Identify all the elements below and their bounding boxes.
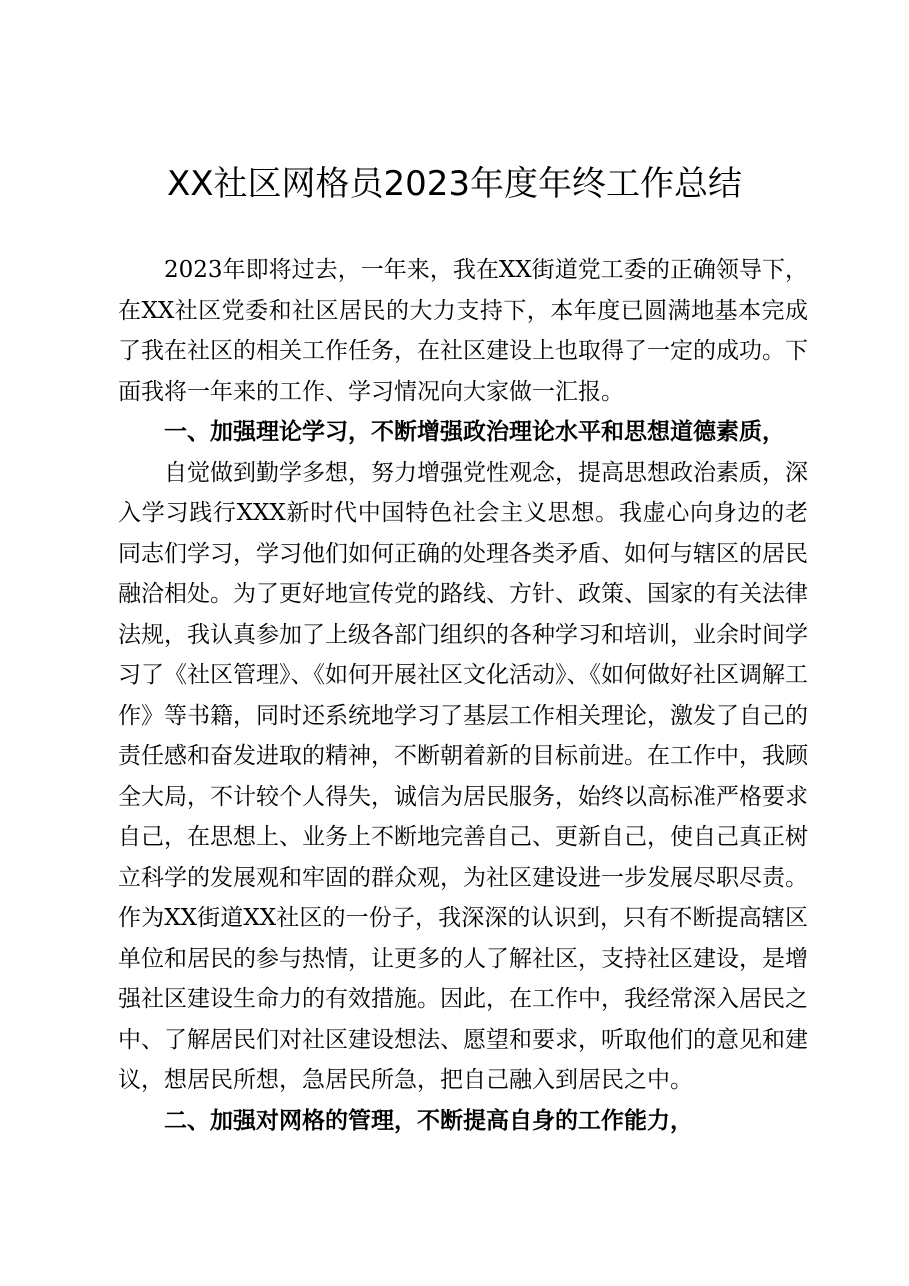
document-body — [118, 250, 808, 1141]
section-heading-2: 二、加强对网格的管理，不断提高自身的工作能力， — [164, 1107, 693, 1134]
document-title: XX社区网格员2023年度年终工作总结 — [166, 164, 743, 204]
intro-paragraph: 2023年即将过去，一年来，我在XX街道党工委的正确领导下，在XX社区党委和社区居民的大力支持下，本年度已圆满地基本完成了我在社区的相关工作任务，在社区建设上也取得了一定的成功。下面我将一年来的工作、学习情况向大家做一汇报。 — [118, 257, 808, 405]
section-1-paragraph: 自觉做到勤学多想，努力增强党性观念，提高思想政治素质，深入学习践行XXX新时代中国特色社会主义思想。我虚心向身边的老同志们学习，学习他们如何正确的处理各类矛盾、如何与辖区的居民融洽相处。为了更好地宣传党的路线、方针、政策、国家的有关法律法规，我认真参加了上级各部门组织的各种学习和培训，业余时间学习了《社区管理》、《如何开展社区文化活动》、《如何做好社区调解工作》等书籍，同时还系统地学习了基层工作相关理论，激发了自己的责任感和奋发进取的精神，不断朝着新的目标前进。在工作中，我顾全大局，不计较个人得失，诚信为居民服务，始终以高标准严格要求自己，在思想上、业务上不断地完善自己、更新自己，使自己真正树立科学的发展观和牢固的群众观，为社区建设进一步发展尽职尽责。作为XX街道XX社区的一份子，我深深的认识到，只有不断提高辖区单位和居民的参与热情，让更多的人了解社区，支持社区建设，是增强社区建设生命力的有效措施。因此，在工作中，我经常深入居民之中、了解居民们对社区建设想法、愿望和要求，听取他们的意见和建议，想居民所想，急居民所急，把自己融入到居民之中。 — [118, 459, 808, 1093]
section-heading-1: 一、加强理论学习，不断增强政治理论水平和思想道德素质， — [164, 419, 785, 445]
